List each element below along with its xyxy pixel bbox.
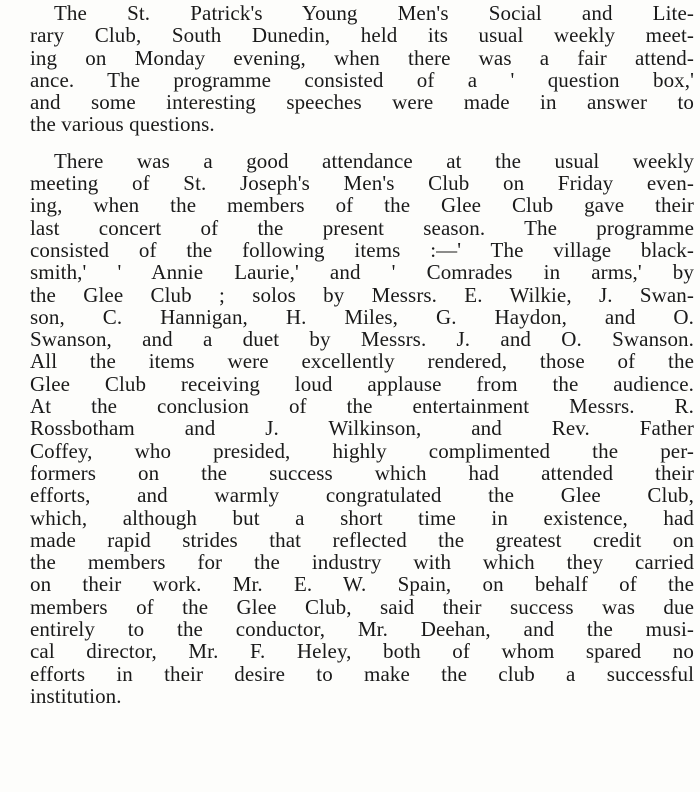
text-line: smith,' ' Annie Laurie,' and ' Comrades in arms,' by xyxy=(30,260,694,285)
text-line: All the items were excellently rendered, those of the xyxy=(30,349,694,374)
article-column xyxy=(30,2,694,707)
text-line: Rossbotham and J. Wilkinson, and Rev. Father xyxy=(30,416,694,441)
text-line: efforts in their desire to make the club a successful xyxy=(30,661,694,686)
text-line: entirely to the conductor, Mr. Deehan, and the musi- xyxy=(30,617,694,642)
text-line: ing on Monday evening, when there was a fair attend- xyxy=(30,45,694,70)
paragraph-st-patricks-club xyxy=(30,2,694,136)
text-line: Swanson, and a duet by Messrs. J. and O. Swanson. xyxy=(30,327,694,352)
text-line: and some interesting speeches were made in answer to xyxy=(30,90,694,115)
text-line: Coffey, who presided, highly complimented the per- xyxy=(30,438,694,463)
text-line: meeting of St. Joseph's Men's Club on Friday even- xyxy=(30,171,694,196)
text-line: which, although but a short time in existence, had xyxy=(30,505,694,530)
text-line: the Glee Club ; solos by Messrs. E. Wilkie, J. Swan- xyxy=(30,282,694,307)
text-line: the various questions. xyxy=(30,112,215,137)
text-line: rary Club, South Dunedin, held its usual weekly meet- xyxy=(30,23,694,48)
text-line: made rapid strides that reflected the greatest credit on xyxy=(30,527,694,552)
text-line: formers on the success which had attended their xyxy=(30,460,694,485)
text-line: Glee Club receiving loud applause from the audience. xyxy=(30,371,694,396)
text-line: son, C. Hannigan, H. Miles, G. Haydon, and O. xyxy=(30,304,694,329)
paragraph-st-josephs-club xyxy=(30,150,694,707)
text-line: institution. xyxy=(30,683,122,708)
text-line: members of the Glee Club, said their success was due xyxy=(30,594,694,619)
text-line: the members for the industry with which they carried xyxy=(30,550,694,575)
text-line: efforts, and warmly congratulated the Glee Club, xyxy=(30,483,694,508)
text-line: At the conclusion of the entertainment Messrs. R. xyxy=(30,394,694,419)
text-line: ance. The programme consisted of a ' question box,' xyxy=(30,67,694,92)
text-line: cal director, Mr. F. Heley, both of whom spared no xyxy=(30,639,694,664)
text-line: consisted of the following items :—' The village black- xyxy=(30,237,694,262)
text-line: on their work. Mr. E. W. Spain, on behalf of the xyxy=(30,572,694,597)
text-line: The St. Patrick's Young Men's Social and Lite- xyxy=(54,1,694,25)
text-line: ing, when the members of the Glee Club gave their xyxy=(30,193,694,218)
text-line: There was a good attendance at the usual weekly xyxy=(54,148,694,173)
text-line: last concert of the present season. The programme xyxy=(30,215,694,240)
